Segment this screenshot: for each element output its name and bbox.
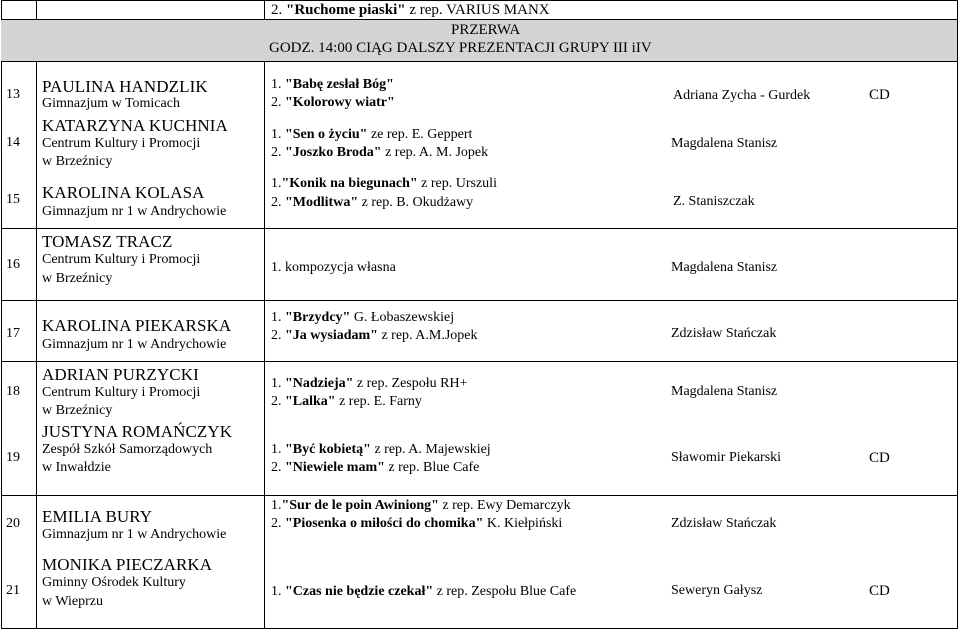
row-divider	[1, 300, 958, 301]
school-name: w Brzeźnicy	[42, 154, 113, 169]
column-divider	[264, 61, 265, 629]
row-number: 20	[6, 516, 20, 531]
row-number: 13	[6, 87, 20, 102]
school-name: Centrum Kultury i Promocji	[42, 136, 201, 151]
participant-name: KAROLINA KOLASA	[42, 183, 205, 202]
school-name: Gimnazjum w Tomicach	[42, 96, 180, 111]
school-name: w Brzeźnicy	[42, 271, 113, 286]
participant-name: JUSTYNA ROMAŃCZYK	[42, 422, 233, 441]
column-divider	[36, 61, 37, 629]
row-number: 16	[6, 257, 20, 272]
school-name: Gminny Ośrodek Kultury	[42, 575, 186, 590]
song-entry: 2. "Lalka" z rep. E. Farny	[271, 394, 422, 409]
schedule-line: GODZ. 14:00 CIĄG DALSZY PREZENTACJI GRUPY III iIV	[269, 40, 652, 56]
song-entry: 2. "Piosenka o miłości do chomika" K. Kiełpiński	[271, 516, 563, 531]
column-divider	[1, 0, 2, 19]
song-entry: 2. "Kolorowy wiatr"	[271, 95, 395, 110]
top-song-line: 2. "Ruchome piaski" z rep. VARIUS MANX	[271, 2, 550, 18]
song-entry: 2. "Niewiele mam" z rep. Blue Cafe	[271, 460, 480, 475]
song-entry: 1. "Sen o życiu" ze rep. E. Geppert	[271, 127, 473, 142]
song-entry: 1. "Babę zesłał Bóg"	[271, 77, 394, 92]
song-entry: 1. "Nadzieja" z rep. Zespołu RH+	[271, 376, 468, 391]
teacher-name: Magdalena Stanisz	[671, 384, 778, 399]
row-divider	[1, 19, 958, 20]
column-divider	[264, 0, 265, 19]
school-name: Gimnazjum nr 1 w Andrychowie	[42, 204, 227, 219]
cd-marker: CD	[869, 583, 890, 599]
row-number: 19	[6, 450, 20, 465]
school-name: Centrum Kultury i Promocji	[42, 252, 201, 267]
cd-marker: CD	[869, 450, 890, 466]
song-entry: 1. "Czas nie będzie czekał" z rep. Zespołu Blue Cafe	[271, 584, 577, 599]
participant-name: MONIKA PIECZARKA	[42, 555, 213, 574]
participant-name: KAROLINA PIEKARSKA	[42, 316, 232, 335]
song-entry: 1. kompozycja własna	[271, 260, 396, 275]
song-entry: 2. "Joszko Broda" z rep. A. M. Jopek	[271, 145, 489, 160]
row-divider	[1, 628, 958, 629]
column-divider	[1, 61, 2, 629]
teacher-name: Magdalena Stanisz	[671, 136, 778, 151]
row-number: 18	[6, 384, 20, 399]
school-name: w Wieprzu	[42, 594, 103, 609]
participant-name: EMILIA BURY	[42, 507, 153, 526]
row-number: 17	[6, 326, 20, 341]
teacher-name: Zdzisław Stańczak	[671, 326, 777, 341]
teacher-name: Z. Staniszczak	[673, 194, 755, 209]
column-divider	[957, 0, 958, 629]
school-name: Gimnazjum nr 1 w Andrychowie	[42, 527, 227, 542]
cd-marker: CD	[869, 87, 890, 103]
teacher-name: Adriana Zycha - Gurdek	[673, 88, 811, 103]
school-name: Zespół Szkół Samorządowych	[42, 442, 213, 457]
row-divider	[1, 228, 958, 229]
break-label: PRZERWA	[451, 22, 521, 38]
participant-name: PAULINA HANDZLIK	[42, 77, 208, 96]
song-entry: 1."Sur de le poin Awiniong" z rep. Ewy Demarczyk	[271, 498, 571, 513]
row-divider	[1, 0, 958, 1]
school-name: Centrum Kultury i Promocji	[42, 385, 201, 400]
teacher-name: Sławomir Piekarski	[671, 450, 782, 465]
school-name: Gimnazjum nr 1 w Andrychowie	[42, 337, 227, 352]
teacher-name: Zdzisław Stańczak	[671, 516, 777, 531]
song-entry: 1. "Być kobietą" z rep. A. Majewskiej	[271, 442, 491, 457]
participant-name: TOMASZ TRACZ	[42, 232, 173, 251]
song-entry: 2. "Ja wysiadam" z rep. A.M.Jopek	[271, 328, 478, 343]
row-divider	[1, 361, 958, 362]
teacher-name: Magdalena Stanisz	[671, 260, 778, 275]
row-number: 21	[6, 583, 20, 598]
row-divider	[1, 495, 958, 496]
row-number: 15	[6, 192, 20, 207]
row-number: 14	[6, 135, 20, 150]
teacher-name: Seweryn Gałysz	[671, 583, 763, 598]
row-divider	[1, 61, 958, 62]
schedule-table	[1, 0, 958, 629]
participant-name: KATARZYNA KUCHNIA	[42, 116, 228, 135]
participant-name: ADRIAN PURZYCKI	[42, 365, 199, 384]
column-divider	[36, 0, 37, 19]
school-name: w Inwałdzie	[42, 460, 111, 475]
song-entry: 1."Konik na biegunach" z rep. Urszuli	[271, 176, 497, 191]
school-name: w Brzeźnicy	[42, 403, 113, 418]
song-entry: 2. "Modlitwa" z rep. B. Okudżawy	[271, 195, 474, 210]
song-entry: 1. "Brzydcy" G. Łobaszewskiej	[271, 310, 455, 325]
